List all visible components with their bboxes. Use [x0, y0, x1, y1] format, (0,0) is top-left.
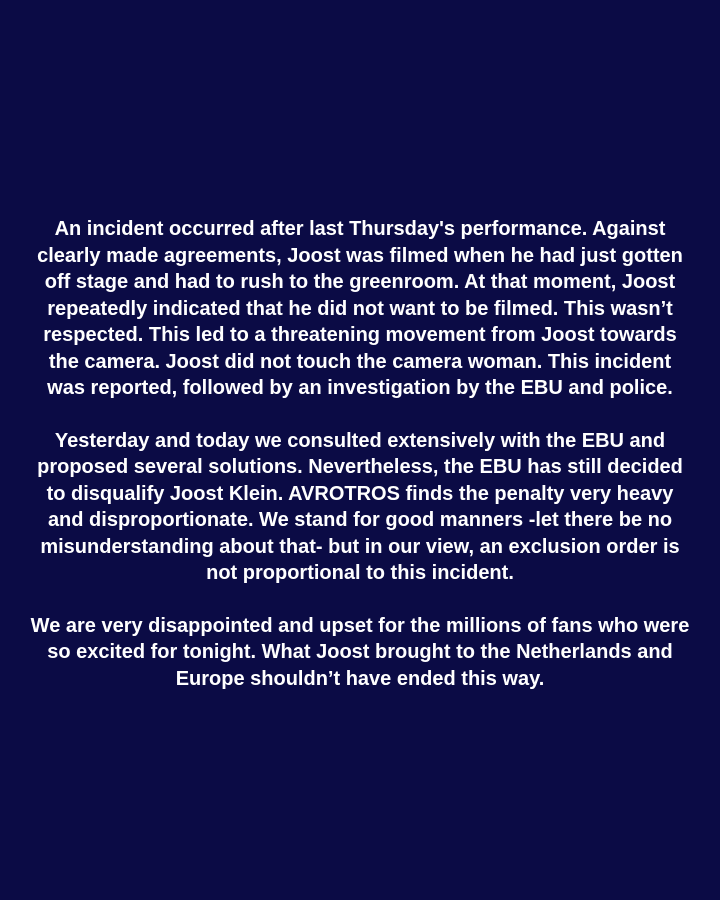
statement-paragraph: We are very disappointed and upset for the millions of fans who were so excited for tonight. What Joost brought to the Netherlands and Europe shouldn’t have ended this way. — [30, 614, 690, 690]
statement-paragraph: Yesterday and today we consulted extensively with the EBU and proposed several solutions. Nevertheless, the EBU has still decided to disqualify Joost Klein. AVROTROS finds the penalty very heavy and disproportionate. We stand for good manners -let there be no misunderstanding about that- but in our view, an exclusion order is not proportional to this incident. — [37, 429, 683, 584]
statement-text — [30, 216, 690, 692]
statement-paragraph: An incident occurred after last Thursday's performance. Against clearly made agreements, Joost was filmed when he had just gotten off stage and had to rush to the greenroom. At that moment, Joost repeatedly indicated that he did not want to be filmed. This wasn’t respected. This led to a threatening movement from Joost towards the camera. Joost did not touch the camera woman. This incident was reported, followed by an investigation by the EBU and police. — [37, 218, 683, 399]
